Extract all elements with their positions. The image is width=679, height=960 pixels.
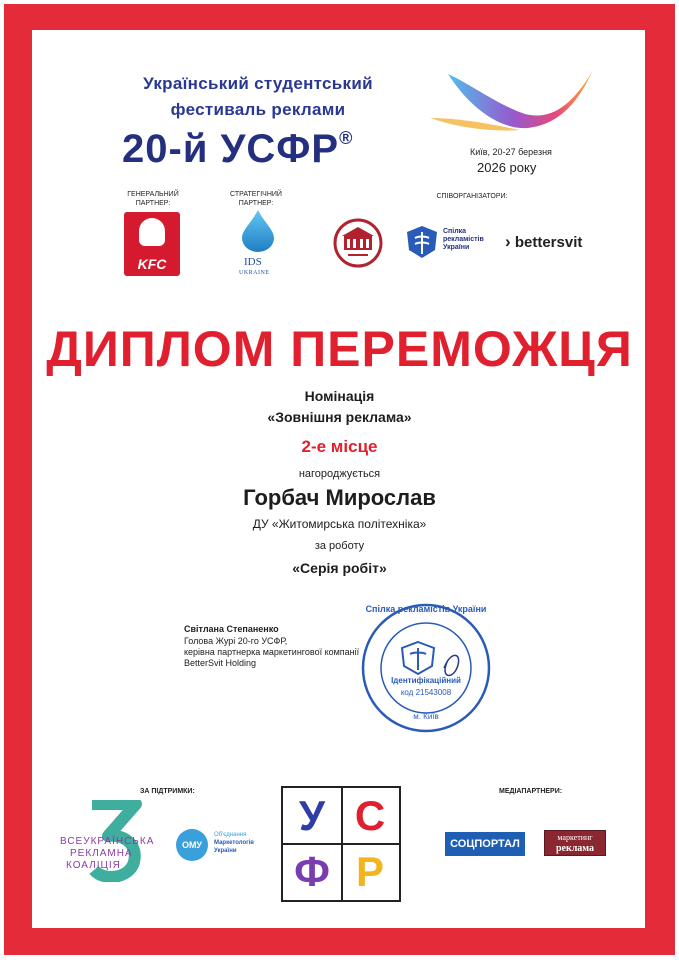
stamp-city: м. Київ xyxy=(413,712,439,721)
signatory-name: Світлана Степаненко xyxy=(184,624,279,634)
festival-bird-logo xyxy=(430,68,600,138)
marketing-word: маркетинг xyxy=(557,833,593,842)
stamp-ring-text: Спілка рекламістів України xyxy=(365,604,487,614)
media-partners-label: МЕДІАПАРТНЕРИ: xyxy=(499,788,563,795)
festival-year: 2026 року xyxy=(477,160,537,175)
signatory-role-line2: керівна партнерка маркетингової компанії xyxy=(184,647,360,657)
stamp-center-text: Ідентифікаційний xyxy=(391,676,461,685)
signatory-role-line3: BetterSvit Holding xyxy=(184,658,257,668)
ids-name: IDS xyxy=(244,256,262,268)
awarded-label: нагороджується xyxy=(298,468,381,480)
signatory-role-line1: Голова Журі 20-го УСФР, xyxy=(184,636,288,646)
place: 2-е місце xyxy=(301,437,378,456)
uspf-letter-grid xyxy=(281,786,401,902)
nomination-name: «Зовнішня реклама» xyxy=(267,409,412,425)
coalition-line3: КОАЛІЦІЯ xyxy=(66,860,121,871)
omu-line1: Об'єднання xyxy=(214,832,247,838)
omu-line3: України xyxy=(214,848,237,854)
festival-edition-title xyxy=(122,127,353,172)
stamp-code: код 21543008 xyxy=(400,688,452,697)
coalition-text xyxy=(60,836,154,872)
coalition-line1: ВСЕУКРАЇНСЬКА xyxy=(60,836,155,847)
kfc-logo xyxy=(124,212,180,276)
union-shield-icon xyxy=(405,224,439,260)
coorganizers-label: СПІВОРГАНІЗАТОРИ: xyxy=(436,193,508,200)
registered-mark: ® xyxy=(339,127,354,148)
letter-f: Ф xyxy=(294,848,330,895)
festival-title-line1: Український студентський xyxy=(143,74,373,93)
letter-s: С xyxy=(354,792,386,839)
omu-line2: Маркетологів xyxy=(214,840,254,846)
winner-institution: ДУ «Житомирська політехніка» xyxy=(252,517,427,531)
festival-dates: Київ, 20-27 березня xyxy=(470,147,552,157)
diploma-title: ДИПЛОМ ПЕРЕМОЖЦЯ xyxy=(46,321,633,377)
university-seal-icon xyxy=(333,218,383,268)
ids-water-drop-icon xyxy=(238,208,278,252)
edition-text: 20-й УСФР xyxy=(122,127,340,171)
winner-name: Горбач Мирослав xyxy=(243,485,436,510)
nomination-label: Номінація xyxy=(304,388,375,404)
strategic-partner-label: СТРАТЕГІЧНИЙ ПАРТНЕР: xyxy=(230,191,282,207)
omu-logo: ОМУ xyxy=(176,829,208,861)
kfc-wordmark: KFC xyxy=(137,256,167,272)
union-name: Спілка рекламістів України xyxy=(443,228,484,251)
chevron-right-icon: › xyxy=(505,232,511,251)
letter-r: Р xyxy=(355,848,384,895)
for-work-label: за роботу xyxy=(314,540,365,552)
reklama-word: реклама xyxy=(555,843,595,854)
marketing-reklama-logo xyxy=(544,830,606,856)
bettersvit-wordmark: bettersvit xyxy=(514,234,583,251)
omu-text xyxy=(214,831,254,855)
general-partner-label: ГЕНЕРАЛЬНИЙ ПАРТНЕР: xyxy=(127,191,179,207)
socportal-logo: СОЦПОРТАЛ xyxy=(445,832,525,856)
ids-subtitle: UKRAINE xyxy=(239,270,270,276)
support-label: ЗА ПІДТРИМКИ: xyxy=(140,788,195,795)
colonel-icon xyxy=(139,218,165,246)
coalition-line2: РЕКЛАМНА xyxy=(70,848,133,859)
letter-u: У xyxy=(298,792,326,839)
bettersvit-logo xyxy=(505,232,582,252)
work-title: «Серія робіт» xyxy=(292,560,387,576)
festival-title-line2: фестиваль реклами xyxy=(170,100,346,119)
